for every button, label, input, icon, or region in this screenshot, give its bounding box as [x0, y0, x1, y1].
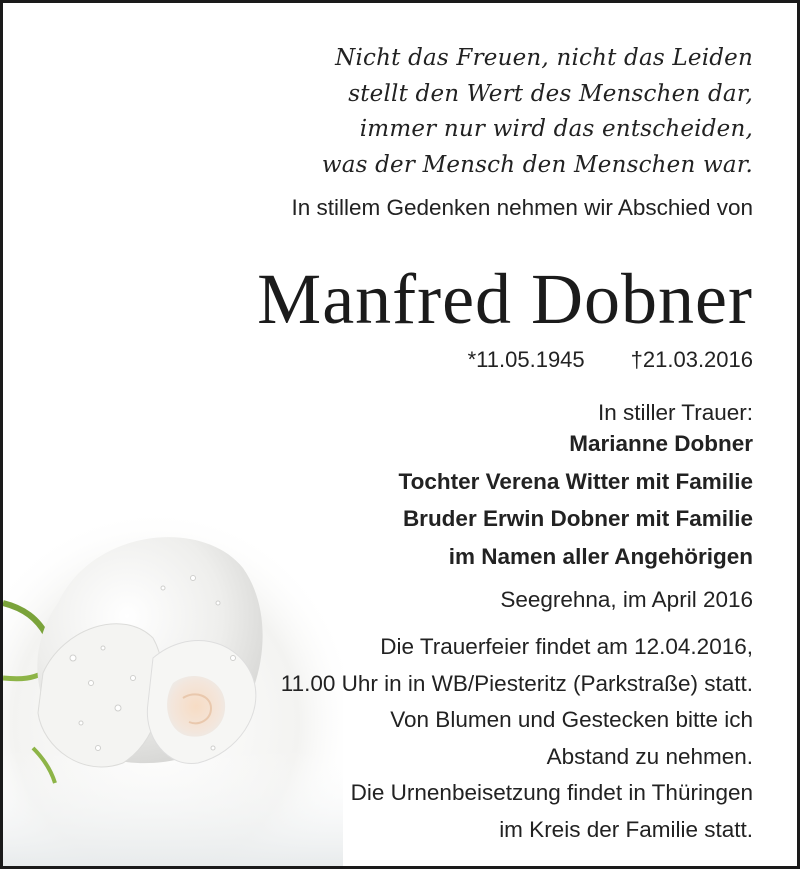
info-line: Die Trauerfeier findet am 12.04.2016,	[380, 634, 753, 659]
death-date: †21.03.2016	[630, 347, 753, 372]
mourner-name: Tochter Verena Witter mit Familie	[398, 468, 753, 494]
mourners-list	[399, 425, 753, 575]
funeral-info	[281, 629, 753, 849]
info-line: 11.00 Uhr in in WB/Piesteritz (Parkstraße) statt.	[280, 670, 753, 696]
birth-date: *11.05.1945	[467, 347, 585, 372]
poem-line: was der Mensch den Menschen war.	[321, 151, 753, 178]
info-line: Abstand zu nehmen.	[546, 743, 753, 769]
info-line: Von Blumen und Gestecken bitte ich	[390, 707, 753, 733]
info-line: im Kreis der Familie statt.	[499, 816, 753, 842]
info-line: Die Urnenbeisetzung findet in Thüringen	[350, 780, 753, 806]
mourner-name: im Namen aller Angehörigen	[448, 543, 753, 569]
poem-line: Nicht das Freuen, nicht das Leiden	[335, 45, 753, 71]
mourner-name: Marianne Dobner	[569, 431, 753, 456]
intro-text: In stillem Gedenken nehmen wir Abschied von	[291, 195, 753, 220]
life-dates	[468, 343, 753, 377]
mourning-heading: In stiller Trauer:	[597, 400, 753, 425]
poem-line: stellt den Wert des Menschen dar,	[348, 80, 753, 107]
place-date: Seegrehna, im April 2016	[500, 587, 753, 612]
poem-line: immer nur wird das entscheiden,	[359, 116, 753, 142]
poem	[322, 41, 753, 183]
mourner-name: Bruder Erwin Dobner mit Familie	[402, 506, 753, 531]
deceased-name: Manfred Dobner	[257, 259, 753, 339]
